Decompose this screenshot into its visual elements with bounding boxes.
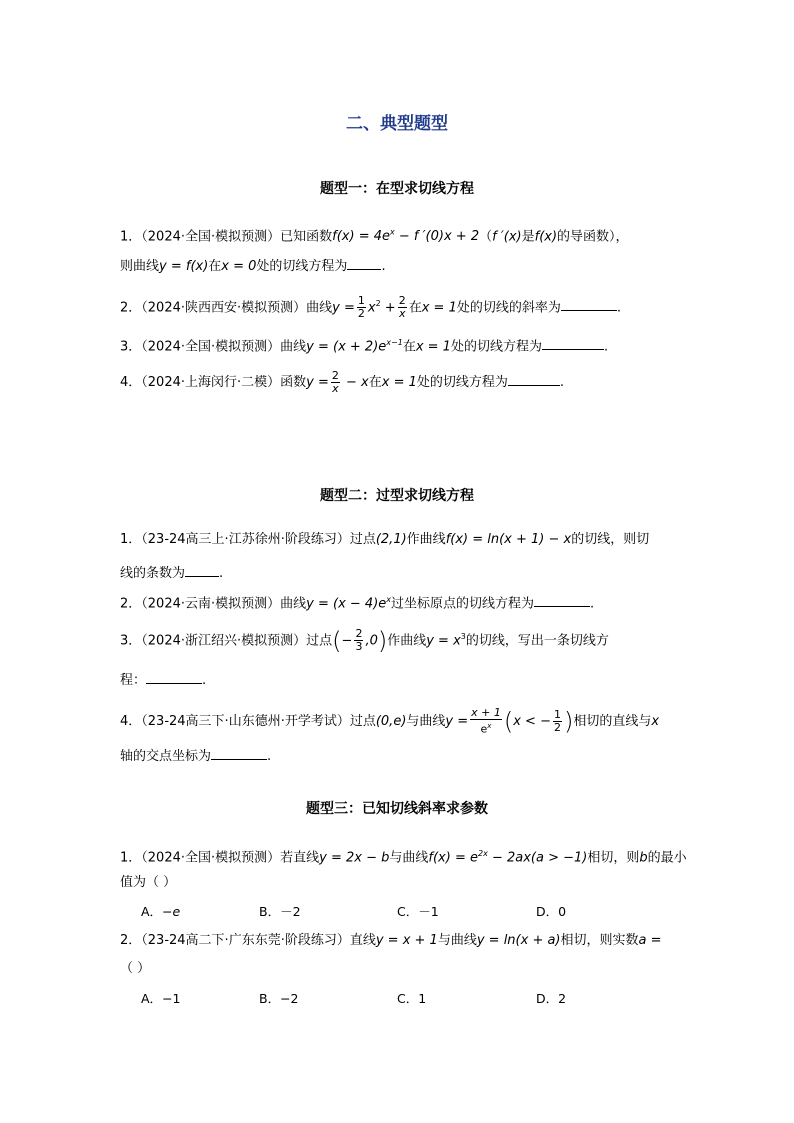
type2-q1-line1: 1．（23-24高三上·江苏徐州·阶段练习）过点(2,1)作曲线f(x) = ln(x + 1) − x的切线，则切	[120, 532, 650, 547]
answer-blank[interactable]	[561, 298, 617, 311]
type1-heading: 题型一：在型求切线方程	[320, 181, 474, 197]
type2-q4-line1: 4．（23-24高三下·山东德州·开学考试）过点(0,e)与曲线y = $\frac{x + 1}{e^x}$ (x < − $\frac{1}{2}$ )相切的直线与x	[120, 706, 660, 736]
type3-heading: 题型三：已知切线斜率求参数	[306, 801, 488, 817]
answer-blank[interactable]	[146, 671, 202, 684]
type3-q1-line1: 1．（2024·全国·模拟预测）若直线y = 2x − b与曲线$f(x) = e^{2x} - 2ax(a > -1)$相切，则b的最小	[120, 849, 687, 866]
answer-blank[interactable]	[347, 257, 381, 270]
type3-q2-line1: 2．（23-24高二下·广东东莞·阶段练习）直线y = x + 1与曲线y = ln(x + a)相切，则实数a =	[120, 933, 662, 948]
type3-q1-option-c[interactable]: C．－1	[397, 904, 439, 919]
type2-q3-line2: 程： .	[120, 673, 207, 688]
type3-q2-option-d[interactable]: D．2	[536, 991, 567, 1006]
type3-q1-line2: 值为（ ）	[120, 875, 177, 890]
answer-blank[interactable]	[542, 337, 604, 350]
type1-q1-line1: 1．（2024·全国·模拟预测）已知函数$f(x) = 4e^x - f$ ′(0)x + 2（f ′(x)是f(x)的导函数），	[120, 228, 629, 245]
type3-q2-option-c[interactable]: C．1	[397, 991, 427, 1006]
type1-q4: 4．（2024·上海闵行·二模）函数y = $\frac{2}{x} - x$在x = 1处的切线方程为 .	[120, 369, 565, 395]
type2-heading: 题型二：过型求切线方程	[320, 488, 474, 504]
type3-q1-option-a[interactable]: A．−e	[141, 904, 181, 919]
type1-q2: 2．（2024·陕西西安·模拟预测）曲线y = $\frac{1}{2}$ $x^2$ + $\frac{2}{x}$ 在x = 1处的切线的斜率为 .	[120, 294, 621, 321]
answer-blank[interactable]	[534, 594, 590, 607]
type2-q4-line2: 轴的交点坐标为 .	[120, 749, 272, 764]
type2-q2: 2．（2024·云南·模拟预测）曲线$y = (x - 4)e^x$过坐标原点的切线方程为 .	[120, 595, 595, 612]
type1-q3: 3．（2024·全国·模拟预测）曲线$y = (x + 2)e^{x-1}$在x = 1处的切线方程为 .	[120, 338, 609, 355]
type1-q1-line2: 则曲线y = f(x)在x = 0处的切线方程为 .	[120, 259, 386, 274]
type3-q1-option-b[interactable]: B．－2	[259, 904, 301, 919]
section-title: 二、典型题型	[346, 114, 448, 134]
answer-blank[interactable]	[185, 564, 219, 577]
type2-q1-line2: 线的条数为 .	[120, 566, 224, 581]
type3-q2-option-a[interactable]: A．−1	[141, 991, 181, 1006]
type3-q1-option-d[interactable]: D．0	[536, 904, 567, 919]
answer-blank[interactable]	[211, 747, 267, 760]
type2-q3-line1: 3．（2024·浙江绍兴·模拟预测）过点(− $\frac{2}{3}$ ,0)作曲线$y = x^3$的切线，写出一条切线方	[120, 626, 609, 655]
type3-q2-line2: （ ）	[120, 961, 151, 976]
type3-q2-option-b[interactable]: B．−2	[259, 991, 299, 1006]
answer-blank[interactable]	[508, 373, 560, 386]
